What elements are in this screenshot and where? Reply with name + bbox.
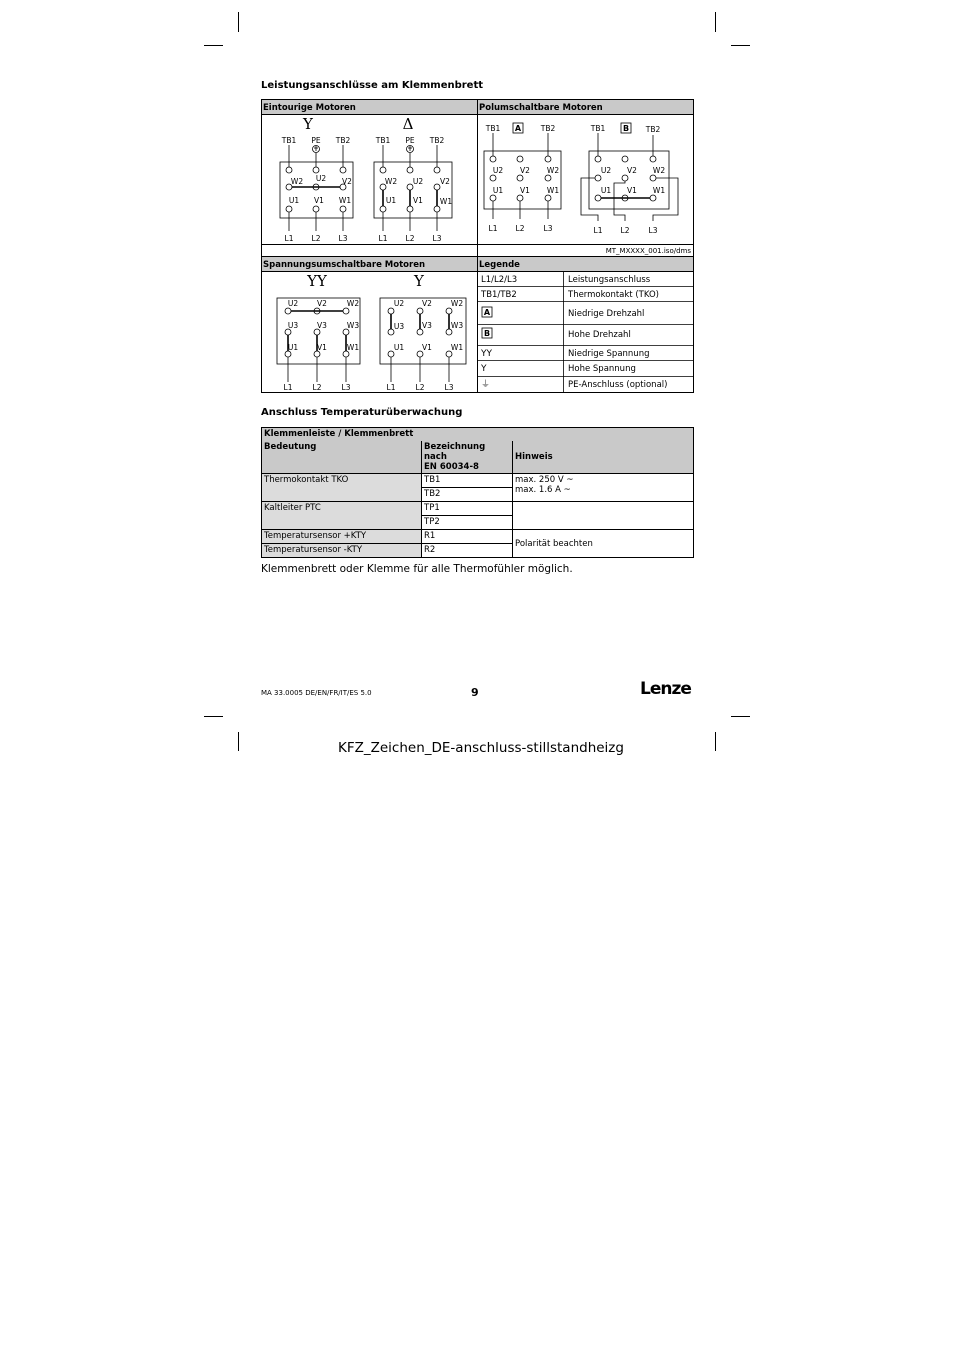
u1-label: U1 [393,343,405,352]
u2-label: U2 [412,177,424,186]
crop-mark [204,45,223,46]
w2-label: W2 [546,166,560,175]
yy-symbol: YY [307,272,327,290]
l2-label: L2 [311,234,321,243]
u3-label: U3 [287,321,299,330]
l2-label: L2 [515,224,525,233]
legend-value: Niedrige Spannung [568,349,650,359]
v1-label: V1 [520,186,530,195]
w1-label: W1 [652,186,666,195]
u2-label: U2 [287,299,299,308]
legend-value: Niedrige Drehzahl [568,309,645,319]
l2-label: L2 [620,226,630,235]
u1-label: U1 [600,186,612,195]
w1-label: W1 [546,186,560,195]
l3-label: L3 [341,383,351,392]
l2-label: L2 [415,383,425,392]
pe-label: PE [311,136,321,145]
v1-label: V1 [413,196,423,205]
tb2-label: TB2 [335,136,351,145]
l1-label: L1 [378,234,388,243]
head-legend: Legende [479,260,520,270]
v2-label: V2 [317,299,327,308]
tb1-label: TB1 [485,124,501,133]
v1-label: V1 [627,186,637,195]
l1-label: L1 [386,383,396,392]
l3-label: L3 [338,234,348,243]
row-hint [513,474,694,502]
star-symbol: Y [303,115,313,133]
row-code: TP1 [422,502,513,516]
legend-key: TB1/TB2 [481,290,517,300]
table-row [262,474,694,488]
u2-label: U2 [492,166,504,175]
u1-label: U1 [385,196,397,205]
tb2-label: TB2 [645,125,661,134]
tb1-label: TB1 [281,136,297,145]
w2-label: W2 [450,299,464,308]
v1-label: V1 [314,196,324,205]
l1-label: L1 [284,234,294,243]
head-pole-changing: Polumschaltbare Motoren [479,103,603,113]
row-code: R2 [422,544,513,558]
box-b: B [622,124,630,133]
legend-key: ⏚ [481,380,491,390]
lenze-logo: Lenze [640,679,691,699]
v2-label: V2 [342,177,352,186]
legend-key: Y [481,364,487,374]
legend-value: Hohe Drehzahl [568,330,631,340]
w2-label: W2 [384,177,398,186]
col-bezeichnung [422,441,513,474]
col-bezeichnung-line2: EN 60034-8 [424,462,479,472]
l1-label: L1 [488,224,498,233]
row-code: TB2 [422,488,513,502]
v2-label: V2 [422,299,432,308]
w1-label: W1 [439,197,453,206]
u2-label: U2 [315,174,327,183]
legend-key: L1/L2/L3 [481,275,518,285]
v2-label: V2 [440,177,450,186]
u1-label: U1 [288,196,300,205]
col-bezeichnung-line1: Bezeichnung nach [424,442,486,462]
terminal-diagram [261,99,694,393]
table-row [262,530,694,544]
l3-label: L3 [444,383,454,392]
row-hint [513,502,694,530]
legend-key: B [483,329,491,338]
temperature-table [261,427,694,558]
v2-label: V2 [520,166,530,175]
crop-mark [238,12,239,32]
w3-label: W3 [346,321,360,330]
page-number: 9 [471,686,479,699]
crop-mark [238,732,239,751]
u1-label: U1 [287,343,299,352]
u1-label: U1 [492,186,504,195]
tb2-label: TB2 [429,136,445,145]
box-a: A [514,124,522,133]
legend-value: Leistungsanschluss [568,275,651,285]
tb1-label: TB1 [590,124,606,133]
row-label: Kaltleiter PTC [262,502,422,530]
head-single-speed: Eintourige Motoren [263,103,356,113]
l2-label: L2 [312,383,322,392]
v2-label: V2 [627,166,637,175]
section-title-power: Leistungsanschlüsse am Klemmenbrett [261,80,484,91]
tb1-label: TB1 [375,136,391,145]
row-code: R1 [422,530,513,544]
row-label: Thermokontakt TKO [262,474,422,502]
section-title-temp: Anschluss Temperaturüberwachung [261,407,463,418]
row-label: Temperatursensor -KTY [262,544,422,558]
w1-label: W1 [338,196,352,205]
col-hinweis: Hinweis [513,441,694,474]
v3-label: V3 [422,321,432,330]
l1-label: L1 [283,383,293,392]
u2-label: U2 [393,299,405,308]
crop-mark [204,716,223,717]
crop-mark [715,12,716,32]
l3-label: L3 [648,226,658,235]
legend-key: A [483,308,491,317]
legend-value: PE-Anschluss (optional) [568,380,668,390]
legend-key: YY [481,349,492,359]
crop-mark [731,45,750,46]
v1-label: V1 [317,343,327,352]
delta-symbol: Δ [402,115,414,133]
legend-value: Thermokontakt (TKO) [568,290,659,300]
u3-label: U3 [393,322,405,331]
u2-label: U2 [600,166,612,175]
w2-label: W2 [290,177,304,186]
table-caption: Klemmenleiste / Klemmenbrett [262,428,694,442]
note-text: Klemmenbrett oder Klemme für alle Thermofühler möglich. [261,563,573,575]
w3-label: W3 [450,321,464,330]
head-voltage-changing: Spannungsumschaltbare Motoren [263,260,426,270]
v3-label: V3 [317,321,327,330]
y-symbol: Y [414,272,424,290]
row-code: TB1 [422,474,513,488]
file-caption: KFZ_Zeichen_DE-anschluss-stillstandheizg [338,740,624,756]
row-hint: Polarität beachten [513,530,694,558]
v1-label: V1 [422,343,432,352]
crop-mark [731,716,750,717]
figure-ref: MT_MXXXX_001.iso/dms [605,247,691,255]
legend-value: Hohe Spannung [568,364,636,374]
table-row [262,502,694,516]
l3-label: L3 [543,224,553,233]
footer-doc-id: MA 33.0005 DE/EN/FR/IT/ES 5.0 [261,689,372,697]
pe-label: PE [405,136,415,145]
crop-mark [715,732,716,751]
l1-label: L1 [593,226,603,235]
w1-label: W1 [450,343,464,352]
hint-voltage: max. 250 V ~ [515,475,574,485]
w2-label: W2 [346,299,360,308]
col-bedeutung: Bedeutung [262,441,422,474]
hint-current: max. 1.6 A ~ [515,485,571,495]
tb2-label: TB2 [540,124,556,133]
l2-label: L2 [405,234,415,243]
row-code: TP2 [422,516,513,530]
l3-label: L3 [432,234,442,243]
row-label: Temperatursensor +KTY [262,530,422,544]
w1-label: W1 [346,343,360,352]
w2-label: W2 [652,166,666,175]
